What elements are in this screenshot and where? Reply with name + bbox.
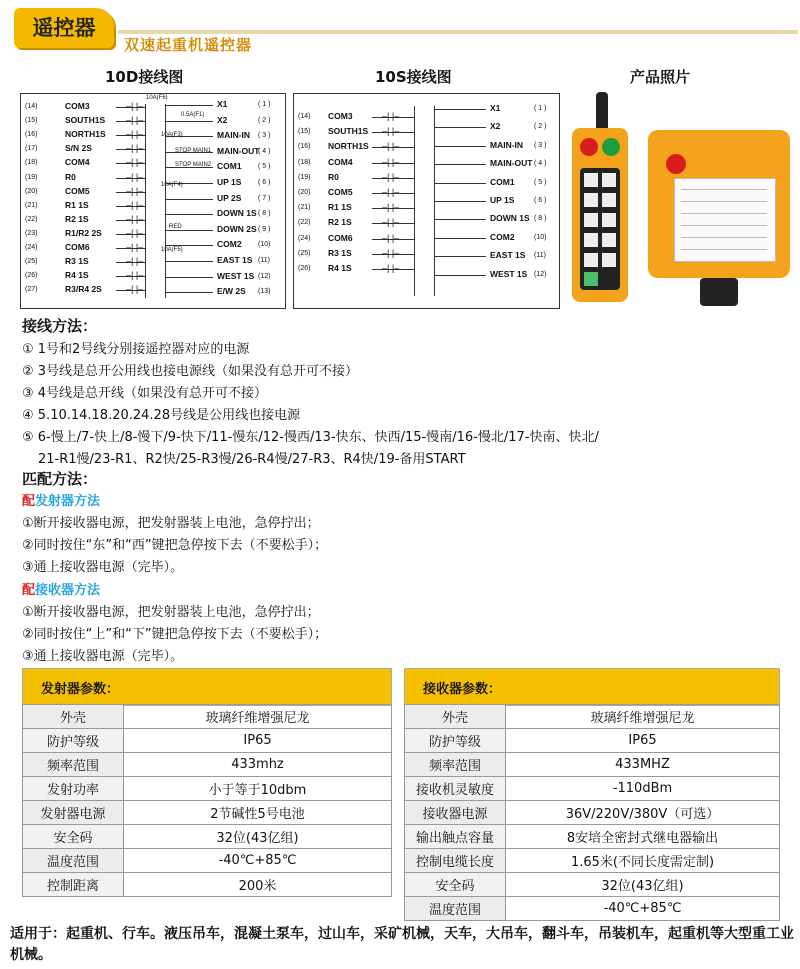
spec-value: 玻璃纤维增强尼龙 (506, 705, 780, 729)
emergency-stop-icon (580, 138, 598, 156)
fuse-label: STOP MAIN1 (175, 148, 212, 154)
terminal-number: (21) (298, 204, 311, 212)
terminal-label: COM5 (328, 187, 353, 197)
output-number: (10) (258, 241, 271, 249)
spec-key: 安全码 (23, 825, 124, 849)
contact-icon: –| |– (382, 187, 400, 197)
output-number: ( 5 ) (534, 178, 547, 186)
wire (434, 219, 486, 220)
output-label: MAIN-OUT (490, 158, 533, 169)
terminal-label: R3/R4 2S (65, 284, 102, 295)
output-label: WEST 1S (217, 270, 255, 281)
output-label: COM1 (490, 176, 515, 187)
pairing-title: 匹配方法： (22, 470, 98, 488)
terminal-label: R0 (65, 171, 76, 182)
contact-icon: –| |– (126, 242, 144, 252)
fuse-label: 10A(F4) (161, 182, 183, 188)
receiver-stop-icon (666, 154, 686, 174)
contact-icon: –| |– (382, 171, 400, 182)
output-number: (11) (534, 252, 546, 260)
output-label: DOWN 2S (217, 223, 257, 234)
output-number: ( 7 ) (258, 194, 271, 202)
contact-icon: –| |– (382, 141, 400, 152)
diagram-10d-title: 10D接线图 (105, 68, 184, 86)
output-number: (13) (258, 288, 271, 296)
terminal-number: (22) (25, 215, 38, 223)
spec-value: 433mhz (124, 753, 392, 777)
output-label: X2 (490, 121, 501, 132)
terminal-number: (27) (25, 286, 38, 294)
spec-key: 频率范围 (23, 753, 124, 777)
contact-icon: –| |– (382, 232, 400, 243)
contact-icon: –| |– (126, 199, 144, 210)
terminal-label: R2 1S (65, 213, 89, 224)
terminal-label: COM4 (328, 156, 353, 167)
spec-key: 控制电缆长度 (405, 849, 506, 873)
tx-pair-heading: 配发射器方法 (22, 494, 101, 509)
contact-icon: –| |– (126, 213, 144, 224)
wire (165, 214, 213, 215)
wire (165, 261, 213, 262)
output-label: X1 (490, 103, 501, 113)
photo-title: 产品照片 (630, 68, 691, 86)
output-label: X1 (217, 99, 228, 109)
output-number: ( 6 ) (534, 197, 547, 204)
spec-value: 36V/220V/380V（可选） (506, 801, 780, 825)
contact-icon: –| |– (126, 115, 144, 126)
table-row (405, 897, 780, 921)
output-label: MAIN-OUT (217, 145, 260, 156)
terminal-number: (14) (298, 113, 311, 120)
terminal-label: COM3 (65, 101, 90, 111)
fuse-label: 10A(F5) (161, 247, 183, 253)
wire (434, 109, 486, 110)
output-number: ( 4 ) (258, 147, 271, 155)
output-label: DOWN 1S (490, 213, 530, 224)
output-number: ( 9 ) (258, 225, 271, 233)
diagram-10s-title: 10S接线图 (375, 68, 452, 86)
output-number: ( 8 ) (258, 210, 271, 218)
output-label: MAIN-IN (490, 139, 524, 150)
spec-key: 发射器电源 (23, 801, 124, 825)
table-row (23, 753, 392, 777)
rx-table-header: 接收器参数： (404, 668, 780, 706)
output-label: COM2 (217, 239, 242, 250)
output-number: (12) (534, 270, 547, 278)
spec-key: 接收器电源 (405, 801, 506, 825)
terminal-number: (15) (25, 117, 38, 125)
output-number: ( 1 ) (534, 105, 547, 112)
terminal-label: COM4 (65, 157, 90, 168)
tx-pair-step: ①断开接收器电源，把发射器装上电池，急停拧出； (22, 516, 320, 531)
output-label: WEST 1S (490, 268, 528, 279)
terminal-label: NORTH1S (65, 129, 106, 140)
wiring-item: 21-R1慢/23-R1、R2快/25-R3慢/26-R4慢/27-R3、R4快/19-备用START (38, 452, 466, 467)
table-row (405, 705, 780, 729)
table-row (405, 873, 780, 897)
output-number: ( 6 ) (258, 179, 271, 186)
contact-icon: –| |– (126, 227, 144, 238)
rx-pair-step: ①断开接收器电源，把发射器装上电池，急停拧出； (22, 605, 320, 620)
output-number: (10) (534, 233, 547, 241)
spec-key: 温度范围 (23, 849, 124, 873)
wire (434, 127, 486, 128)
table-row (23, 849, 392, 873)
table-row (23, 801, 392, 825)
output-number: ( 8 ) (534, 215, 547, 223)
terminal-number: (16) (298, 143, 311, 151)
terminal-number: (20) (25, 187, 38, 195)
wire (434, 238, 486, 239)
spec-value: 玻璃纤维增强尼龙 (124, 705, 392, 729)
output-number: ( 1 ) (258, 101, 271, 108)
transmitter-remote (572, 128, 628, 302)
output-label: X2 (217, 114, 228, 125)
contact-icon: –| |– (382, 217, 400, 228)
contact-icon: –| |– (382, 202, 400, 213)
terminal-label: NORTH1S (328, 141, 369, 152)
terminal-number: (15) (298, 128, 311, 136)
output-number: ( 2 ) (534, 123, 547, 131)
terminal-number: (22) (298, 219, 311, 227)
terminal-label: R0 (328, 171, 339, 182)
wiring-item: ① 1号和2号线分别接遥控器对应的电源 (22, 342, 250, 357)
wiring-diagram-10s (293, 93, 560, 309)
contact-icon: –| |– (382, 247, 400, 258)
terminal-label: SOUTH1S (328, 126, 369, 137)
output-label: COM1 (217, 161, 242, 172)
output-label: UP 2S (217, 192, 242, 203)
terminal-number: (16) (25, 131, 38, 139)
terminal-label: COM6 (65, 242, 90, 252)
cable-gland-icon (700, 278, 738, 306)
output-number: ( 3 ) (534, 141, 547, 149)
output-label: MAIN-IN (217, 130, 251, 141)
output-number: (11) (258, 257, 270, 264)
table-row (405, 753, 780, 777)
table-row (405, 801, 780, 825)
terminal-label: COM3 (328, 111, 353, 121)
terminal-number: (26) (298, 265, 311, 272)
spec-value: 32位(43亿组) (124, 825, 392, 849)
rx-pair-step: ③通上接收器电源（完毕）。 (22, 649, 184, 664)
spec-key: 外壳 (23, 705, 124, 729)
spec-key: 温度范围 (405, 897, 506, 921)
header-badge-text: 遥控器 (32, 16, 96, 40)
wiring-diagram-10d (20, 93, 286, 309)
terminal-number: (21) (25, 201, 38, 209)
terminal-number: (25) (25, 258, 38, 266)
header-badge (14, 8, 114, 48)
contact-icon: –| |– (126, 157, 144, 168)
table-row (405, 777, 780, 801)
terminal-number: (25) (298, 249, 311, 257)
contact-icon: –| |– (126, 129, 144, 140)
output-number: ( 2 ) (258, 116, 271, 124)
spec-key: 控制距离 (23, 873, 124, 897)
fuse-label: STOP MAIN2 (175, 162, 212, 168)
wire (165, 121, 213, 122)
spec-value: 433MHZ (506, 753, 780, 777)
output-number: ( 5 ) (258, 163, 271, 171)
table-row (405, 825, 780, 849)
output-label: UP 1S (490, 195, 515, 205)
contact-icon: –| |– (126, 171, 144, 182)
table-row (23, 825, 392, 849)
rx-pair-heading: 配接收器方法 (22, 583, 101, 598)
spec-value: -40℃+85℃ (124, 849, 392, 873)
contact-icon: –| |– (382, 126, 400, 137)
terminal-label: SOUTH1S (65, 115, 106, 126)
table-row (23, 873, 392, 897)
start-button-icon (602, 138, 620, 156)
footer-applications: 适用于：起重机、行车。液压吊车，混凝土泵车，过山车，采矿机械，天车，大吊车，翻斗车，吊装机车，起重机等大型重工业机械。 (10, 926, 794, 963)
wiring-item: ④ 5.10.14.18.20.24.28号线是公用线也接电源 (22, 408, 301, 423)
terminal-number: (19) (25, 173, 38, 181)
output-label: EAST 1S (217, 255, 253, 265)
terminal-label: COM6 (328, 232, 353, 243)
output-label: DOWN 1S (217, 208, 257, 219)
wire (434, 183, 486, 184)
wire (434, 201, 486, 202)
fuse-label: 10A(F6) (146, 95, 168, 101)
terminal-label: R1 1S (65, 199, 89, 210)
output-label: UP 1S (217, 177, 242, 187)
output-label: COM2 (490, 231, 515, 242)
contact-icon: –| |– (382, 156, 400, 167)
spec-value: 小于等于10dbm (124, 777, 392, 801)
terminal-label: S/N 2S (65, 143, 92, 154)
contact-icon: –| |– (126, 185, 144, 196)
tx-spec-table (22, 704, 392, 897)
wiring-title: 接线方法： (22, 317, 98, 335)
table-row (23, 705, 392, 729)
fuse-label: 10A(F3) (161, 132, 183, 138)
output-label: E/W 2S (217, 286, 246, 297)
spec-key: 发射功率 (23, 777, 124, 801)
terminal-number: (20) (298, 189, 311, 196)
contact-icon: –| |– (382, 263, 400, 273)
spec-key: 安全码 (405, 873, 506, 897)
header-subtitle: 双速起重机遥控器 (124, 36, 253, 54)
wire (434, 275, 486, 276)
tx-table-header: 发射器参数： (22, 668, 392, 706)
table-row (405, 729, 780, 753)
terminal-number: (17) (25, 145, 38, 153)
spec-key: 频率范围 (405, 753, 506, 777)
wiring-item: ② 3号线是总开公用线也接电源线（如果没有总开可不接） (22, 364, 359, 379)
terminal-label: R1 1S (328, 202, 352, 213)
tx-pair-step: ③通上接收器电源（完毕）。 (22, 560, 184, 575)
spec-value: 2节碱性5号电池 (124, 801, 392, 825)
spec-value: -110dBm (506, 777, 780, 801)
terminal-label: R2 1S (328, 217, 352, 228)
wire (165, 292, 213, 293)
spec-value: IP65 (506, 729, 780, 753)
spec-value: 200米 (124, 873, 392, 897)
terminal-number: (24) (25, 244, 38, 251)
wire (434, 256, 486, 257)
output-label: EAST 1S (490, 250, 526, 261)
spec-key: 防护等级 (23, 729, 124, 753)
wire (165, 105, 213, 106)
wiring-item: ③ 4号线是总开线（如果没有总开可不接） (22, 386, 268, 401)
output-number: ( 3 ) (258, 132, 271, 140)
terminal-number: (26) (25, 272, 38, 280)
terminal-label: COM5 (65, 185, 90, 196)
spec-value: 8安培全密封式继电器输出 (506, 825, 780, 849)
spec-value: 32位(43亿组) (506, 873, 780, 897)
terminal-number: (19) (298, 173, 311, 181)
terminal-label: R4 1S (65, 270, 89, 281)
spec-value: 1.65米(不同长度需定制) (506, 849, 780, 873)
contact-icon: –| |– (126, 284, 144, 295)
spec-key: 外壳 (405, 705, 506, 729)
wire (165, 277, 213, 278)
wire (434, 164, 486, 165)
contact-icon: –| |– (382, 111, 400, 121)
receiver-box (648, 130, 790, 278)
table-row (23, 729, 392, 753)
fuse-label: RED (169, 224, 182, 230)
wire (165, 199, 213, 200)
terminal-number: (23) (25, 229, 38, 237)
contact-icon: –| |– (126, 143, 144, 154)
table-row (405, 849, 780, 873)
keypad (580, 168, 620, 290)
wire (434, 146, 486, 147)
contact-icon: –| |– (126, 270, 144, 281)
product-photo (568, 92, 796, 307)
output-number: ( 4 ) (534, 160, 547, 168)
terminal-number: (24) (298, 234, 311, 242)
rx-spec-table (404, 704, 780, 921)
wiring-item: ⑤ 6-慢上/7-快上/8-慢下/9-快下/11-慢东/12-慢西/13-快东、快西/15-慢南/16-慢北/17-快南、快北/ (22, 430, 599, 445)
spec-key: 输出触点容量 (405, 825, 506, 849)
contact-icon: –| |– (126, 256, 144, 267)
spec-key: 防护等级 (405, 729, 506, 753)
fuse-label: 0.5A(F1) (181, 112, 205, 118)
terminal-label: R3 1S (65, 256, 89, 267)
terminal-number: (18) (25, 159, 38, 167)
spec-key: 接收机灵敏度 (405, 777, 506, 801)
terminal-number: (18) (298, 158, 311, 166)
receiver-label-plate (674, 178, 776, 262)
terminal-number: (14) (25, 103, 38, 110)
spec-value: IP65 (124, 729, 392, 753)
tx-pair-step: ②同时按住“东”和“西”键把急停按下去（不要松手）； (22, 538, 328, 553)
terminal-label: R3 1S (328, 247, 352, 258)
terminal-label: R1/R2 2S (65, 227, 102, 238)
table-row (23, 777, 392, 801)
rx-pair-step: ②同时按住“上”和“下”键把急停按下去（不要松手）； (22, 627, 328, 642)
output-number: (12) (258, 272, 271, 280)
terminal-label: R4 1S (328, 263, 352, 273)
spec-value: -40℃+85℃ (506, 897, 780, 921)
contact-icon: –| |– (126, 101, 144, 111)
